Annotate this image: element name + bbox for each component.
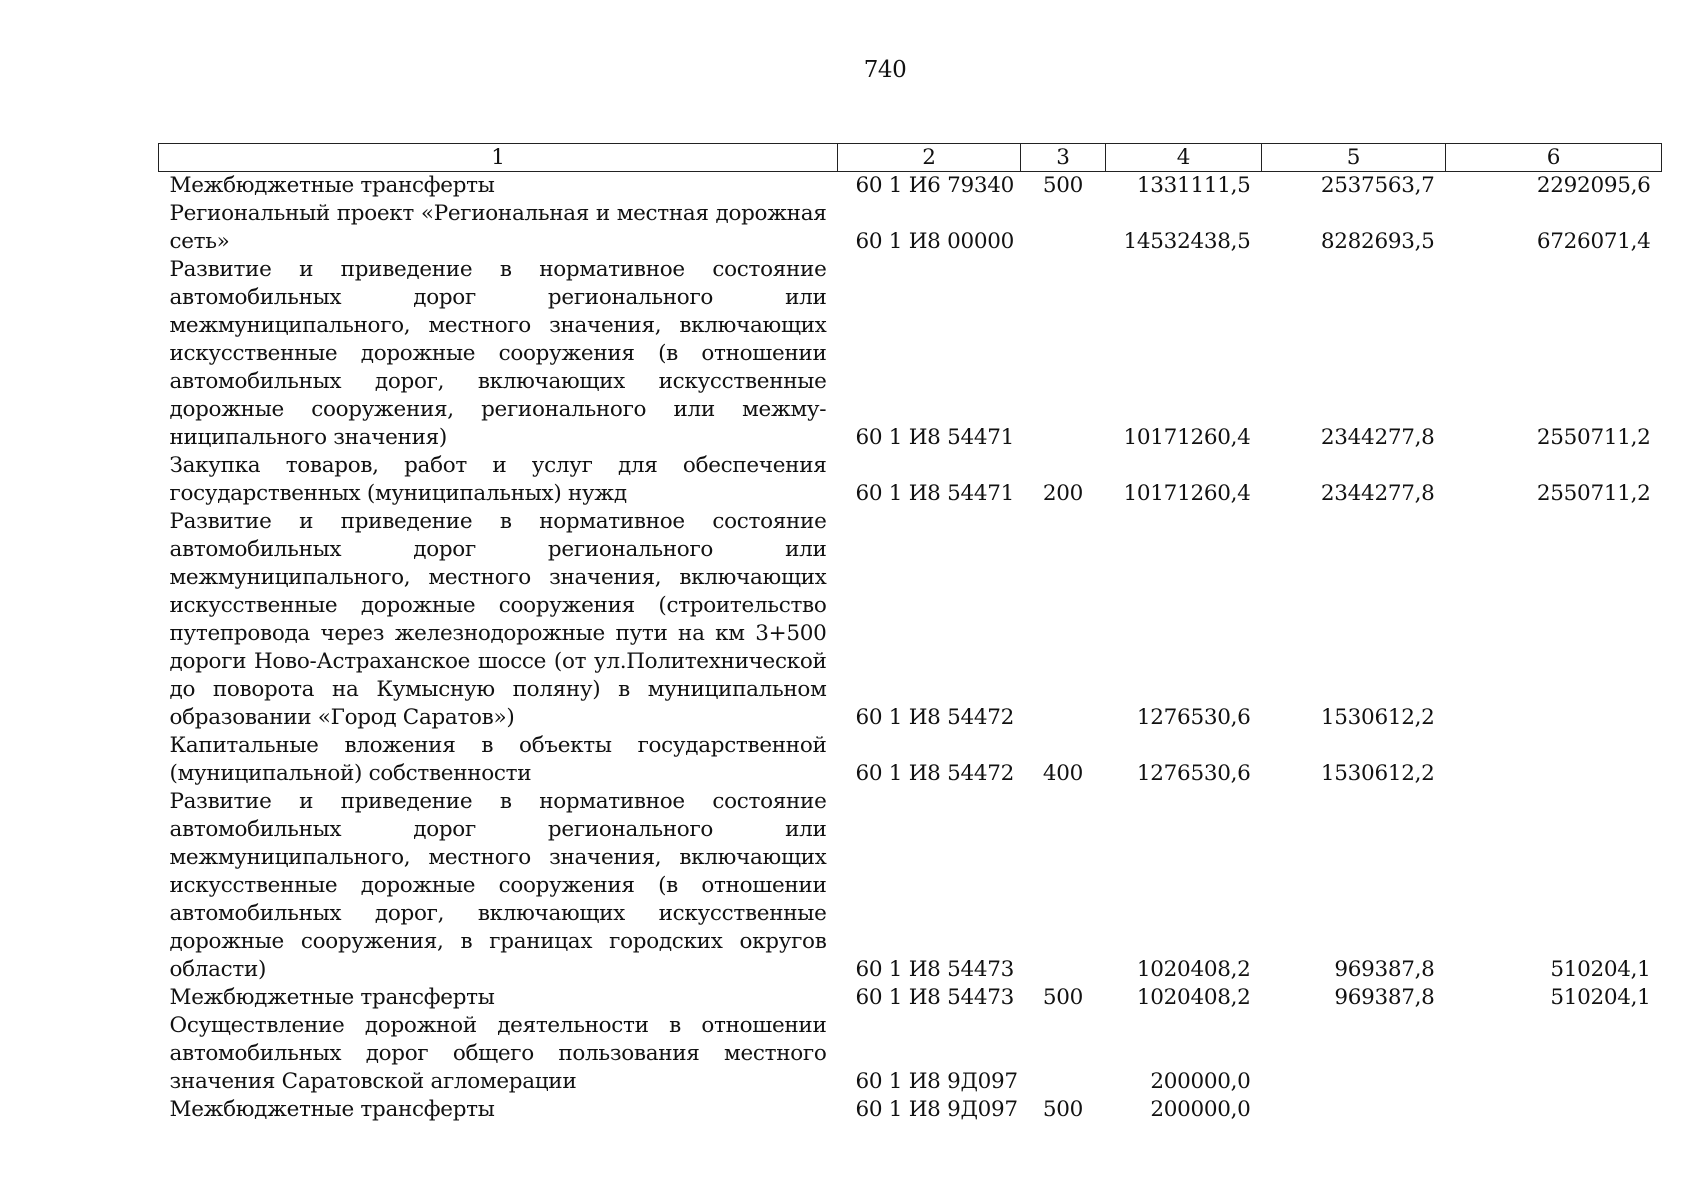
row-expense-type <box>1021 1012 1106 1096</box>
row-target-article: 60 1 И8 54471 <box>855 425 1014 450</box>
header-col-1: 1 <box>159 144 838 172</box>
table-body <box>159 172 1662 1125</box>
row-amount-col4: 1020408,2 <box>1136 957 1251 982</box>
row-amount-col5: 2537563,7 <box>1320 173 1435 198</box>
row-amount-col6: 6726071,4 <box>1536 229 1651 254</box>
row-amount-col6: 2550711,2 <box>1536 481 1651 506</box>
row-amount-col5 <box>1262 1012 1446 1096</box>
row-expense-type <box>1021 256 1106 452</box>
budget-table <box>158 143 1662 1124</box>
row-amount-col4: 200000,0 <box>1150 1097 1251 1122</box>
row-name: Осуществление дорожной деятельности в отношении автомобильных дорог общего пользования местного значения Саратовской агломерации <box>169 1013 827 1094</box>
row-amount-col4: 10171260,4 <box>1123 481 1251 506</box>
row-amount-col4: 1276530,6 <box>1136 705 1251 730</box>
row-amount-col5: 1530612,2 <box>1320 761 1435 786</box>
row-name: Региональный проект «Региональная и местная дорожная сеть» <box>169 201 827 254</box>
row-expense-type: 400 <box>1042 761 1084 786</box>
row-amount-col6 <box>1446 1012 1662 1096</box>
row-amount-col5: 2344277,8 <box>1320 481 1435 506</box>
row-amount-col5: 969387,8 <box>1334 957 1435 982</box>
row-target-article: 60 1 И8 54471 <box>855 481 1014 506</box>
table-row <box>159 508 1662 732</box>
row-name: Развитие и приведение в нормативное состояние автомобильных дорог регионального или межмуниципального, местного значения, включающих искусственные дорожные сооружения (в отношении автомобильных дорог, включающих искусственные дорожные сооружения, регионального или межмуниципального значения) <box>169 257 827 450</box>
row-amount-col4: 200000,0 <box>1150 1069 1251 1094</box>
row-amount-col4: 1276530,6 <box>1136 761 1251 786</box>
row-amount-col4: 1020408,2 <box>1136 985 1251 1010</box>
row-target-article: 60 1 И8 54473 <box>855 957 1014 982</box>
row-name: Капитальные вложения в объекты государственной (муниципальной) собственности <box>169 733 827 786</box>
row-amount-col4: 10171260,4 <box>1123 425 1251 450</box>
table-row <box>159 788 1662 984</box>
row-expense-type <box>1021 788 1106 984</box>
row-target-article: 60 1 И8 54472 <box>855 761 1014 786</box>
row-target-article: 60 1 И8 54472 <box>855 705 1014 730</box>
row-amount-col6 <box>1446 1096 1662 1124</box>
header-col-5: 5 <box>1262 144 1446 172</box>
table-row <box>159 200 1662 256</box>
row-expense-type: 500 <box>1042 1097 1084 1122</box>
row-amount-col4: 14532438,5 <box>1123 229 1251 254</box>
header-row <box>159 144 1662 172</box>
row-name: Развитие и приведение в нормативное состояние автомобильных дорог регионального или межмуниципального, местного значения, включающих искусственные дорожные сооружения (в отношении автомобильных дорог, включающих искусственные дорожные сооружения, в границах городских округов области) <box>169 789 827 982</box>
row-amount-col4: 1331111,5 <box>1136 173 1251 198</box>
table-row <box>159 172 1662 201</box>
row-amount-col6: 2550711,2 <box>1536 425 1651 450</box>
row-expense-type: 200 <box>1042 481 1084 506</box>
row-name: Межбюджетные трансферты <box>169 985 495 1010</box>
row-amount-col6 <box>1446 508 1662 732</box>
table-row <box>159 1012 1662 1096</box>
row-amount-col5: 969387,8 <box>1334 985 1435 1010</box>
table-row <box>159 452 1662 508</box>
row-name: Межбюджетные трансферты <box>169 1097 495 1122</box>
table-row <box>159 984 1662 1012</box>
row-target-article: 60 1 И6 79340 <box>855 173 1014 198</box>
row-amount-col6 <box>1446 732 1662 788</box>
row-target-article: 60 1 И8 9Д097 <box>855 1069 1018 1094</box>
row-expense-type <box>1021 200 1106 256</box>
table-header <box>159 144 1662 172</box>
row-name: Межбюджетные трансферты <box>169 173 495 198</box>
row-name: Закупка товаров, работ и услуг для обеспечения государственных (муниципальных) нужд <box>169 453 827 506</box>
table-row <box>159 732 1662 788</box>
page-number: 740 <box>863 57 907 83</box>
row-amount-col5: 8282693,5 <box>1320 229 1435 254</box>
row-target-article: 60 1 И8 54473 <box>855 985 1014 1010</box>
row-expense-type <box>1021 508 1106 732</box>
row-amount-col5 <box>1262 1096 1446 1124</box>
header-col-4: 4 <box>1106 144 1262 172</box>
row-expense-type: 500 <box>1042 173 1084 198</box>
row-amount-col6: 510204,1 <box>1550 957 1651 982</box>
row-target-article: 60 1 И8 9Д097 <box>855 1097 1018 1122</box>
row-target-article: 60 1 И8 00000 <box>855 229 1014 254</box>
table-row <box>159 256 1662 452</box>
row-name: Развитие и приведение в нормативное состояние автомобильных дорог регионального или межмуниципального, местного значения, включающих искусственные дорожные сооружения (строительство путепровода через железнодорожные пути на км 3+500 дороги Ново-Астраханское шоссе (от ул.Политехнической до поворота на Кумысную поляну) в муниципальном образовании «Город Саратов») <box>169 509 827 730</box>
row-amount-col6: 510204,1 <box>1550 985 1651 1010</box>
row-expense-type: 500 <box>1042 985 1084 1010</box>
row-amount-col5: 2344277,8 <box>1320 425 1435 450</box>
header-col-6: 6 <box>1446 144 1662 172</box>
row-amount-col6: 2292095,6 <box>1536 173 1651 198</box>
table-row <box>159 1096 1662 1124</box>
row-amount-col5: 1530612,2 <box>1320 705 1435 730</box>
header-col-2: 2 <box>838 144 1021 172</box>
header-col-3: 3 <box>1021 144 1106 172</box>
